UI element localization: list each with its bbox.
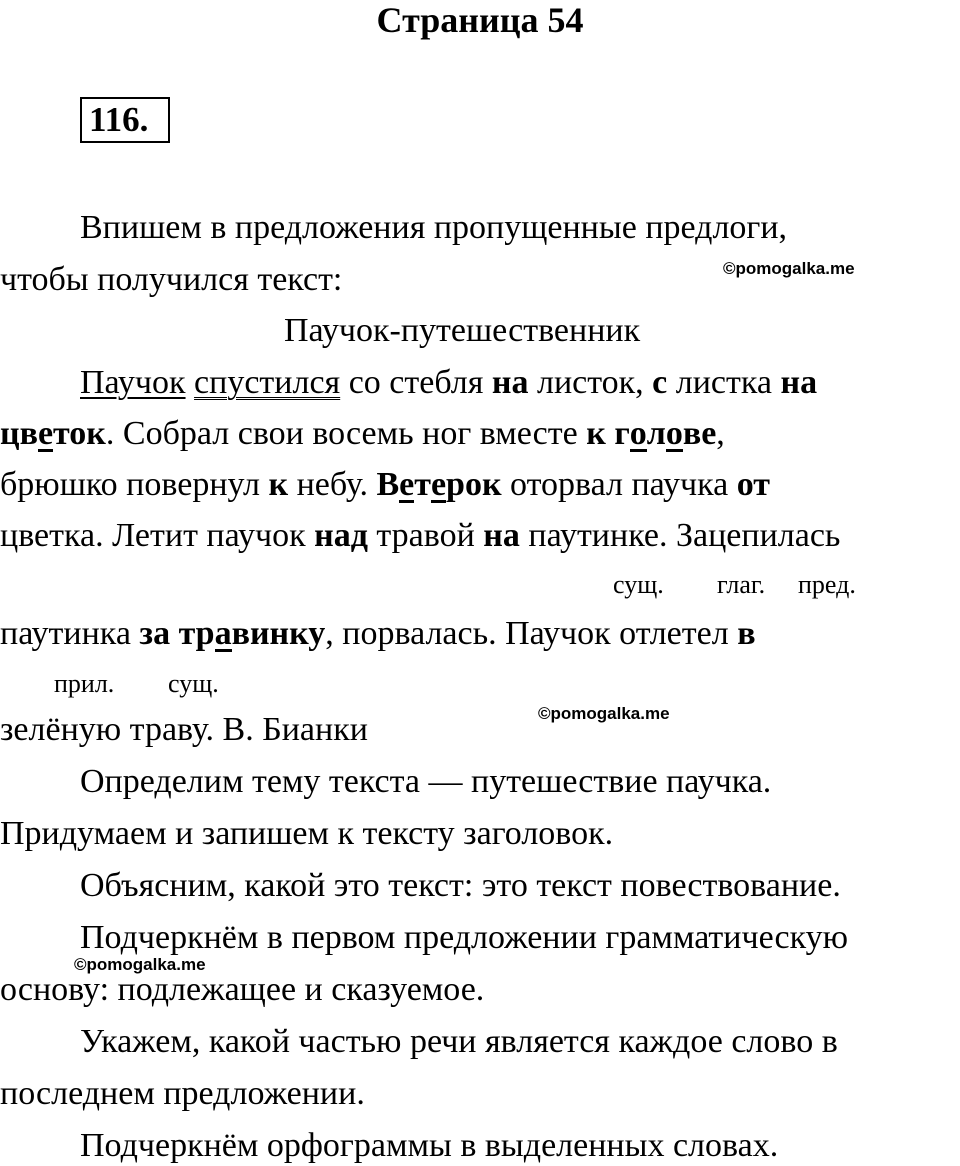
orthogram-letter: е bbox=[37, 415, 54, 452]
task-1-line-2: Придумаем и запишем к тексту заголовок. bbox=[0, 815, 614, 852]
predicate-word: спустился bbox=[194, 364, 341, 401]
pos-label: прил. bbox=[54, 669, 115, 698]
pos-label: сущ. bbox=[168, 669, 219, 698]
task-3-line-1: Подчеркнём в первом предложении грамматическую bbox=[80, 919, 849, 956]
task-3-line-2: основу: подлежащее и сказуемое. bbox=[0, 971, 485, 1008]
page-title: Страница 54 bbox=[376, 0, 584, 40]
watermark: ©pomogalka.me bbox=[538, 704, 670, 723]
story-line-3: брюшко повернул к небу. Ветерок оторвал паучка от bbox=[0, 466, 770, 503]
task-5-line-1: Подчеркнём орфограммы в выделенных словах. bbox=[80, 1127, 779, 1164]
task-2-line-1: Объясним, какой это текст: это текст повествование. bbox=[80, 867, 841, 904]
preposition: на bbox=[491, 364, 529, 401]
story-line-1: Паучок спустился со стебля на листок, с листка на bbox=[80, 364, 818, 401]
preposition: с bbox=[652, 364, 668, 401]
orthogram-letter: е bbox=[430, 466, 447, 503]
task-4-line-1: Укажем, какой частью речи является каждое слово в bbox=[80, 1023, 838, 1060]
preposition: на bbox=[780, 364, 818, 401]
story-line-4: цветка. Летит паучок над травой на паутинке. Зацепилась bbox=[0, 517, 841, 554]
orthogram-letter: а bbox=[214, 615, 232, 652]
intro-line-2: чтобы получился текст: bbox=[0, 261, 343, 298]
pos-label: пред. bbox=[798, 570, 856, 599]
orthogram-letter: о bbox=[665, 415, 683, 452]
subject-word: Паучок bbox=[80, 364, 186, 401]
task-1-line-1: Определим тему текста — путешествие паучка. bbox=[80, 763, 772, 800]
pos-label: сущ. bbox=[613, 570, 664, 599]
pos-label: глаг. bbox=[717, 570, 766, 599]
exercise-number-box: 116. bbox=[80, 97, 170, 143]
story-line-6: зелёную траву. В. Бианки bbox=[0, 711, 368, 748]
story-title: Паучок-путешественник bbox=[284, 312, 641, 349]
task-4-line-2: последнем предложении. bbox=[0, 1075, 365, 1112]
orthogram-letter: о bbox=[629, 415, 647, 452]
orthogram-letter: е bbox=[399, 466, 415, 503]
watermark: ©pomogalka.me bbox=[723, 259, 855, 278]
story-line-5: паутинка за травинку, порвалась. Паучок отлетел в bbox=[0, 615, 756, 652]
story-line-2: цветок. Собрал свои восемь ног вместе к голове, bbox=[0, 415, 725, 452]
watermark: ©pomogalka.me bbox=[74, 955, 206, 974]
intro-line-1: Впишем в предложения пропущенные предлоги, bbox=[80, 209, 788, 246]
